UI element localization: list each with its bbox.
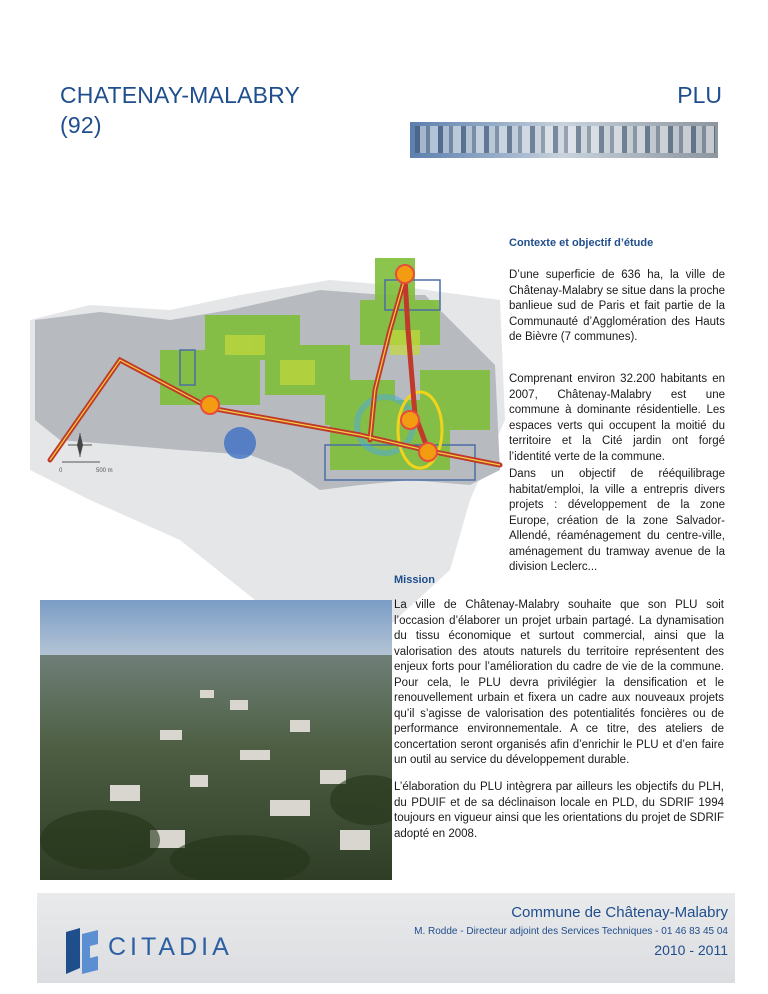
header-photo-texture	[415, 126, 715, 153]
context-paragraph-2: Comprenant environ 32.200 habitants en 2007, Châtenay-Malabry est une commune à dominante résidentielle. Les espaces verts qui occupent la moitié du territoire et la Cité jardin ont forgé l’identité verte de la commune.	[509, 373, 725, 463]
context-paragraph-1: D’une superficie de 636 ha, la ville de Châtenay-Malabry se situe dans la proche banlieue sud de Paris et fait partie de la Communauté d’Agglomération des Hauts de Bièvre (7 communes).	[509, 269, 725, 343]
citadia-logo-text: CITADIA	[108, 933, 233, 961]
mission-heading: Mission	[394, 574, 435, 586]
title-line-2: (92)	[60, 112, 102, 138]
context-heading: Contexte et objectif d’étude	[509, 237, 654, 249]
citadia-logo-icon	[60, 928, 104, 974]
footer-years: 2010 - 2011	[654, 942, 728, 958]
page-title	[60, 80, 300, 140]
site-map	[30, 240, 510, 630]
blue-hub-circle	[224, 427, 256, 459]
footer-commune-name: Commune de Châtenay-Malabry	[511, 904, 728, 921]
mission-paragraph-2: L’élaboration du PLU intègrera par ailleurs les objectifs du PLH, du PDUIF et de sa déclinaison locale en PLD, du SDRIF 1994 toujours en vigueur ainsi que les orientations du projet de SDRIF adopté en 2008.	[394, 781, 724, 840]
footer-contact: M. Rodde - Directeur adjoint des Services Techniques - 01 46 83 45 04	[414, 926, 728, 937]
aerial-photo	[40, 600, 392, 880]
document-type-label: PLU	[677, 82, 722, 108]
scale-distance-label: 500 m	[96, 468, 113, 474]
title-line-1: CHATENAY-MALABRY	[60, 82, 301, 108]
scale-zero-label: 0	[59, 468, 63, 474]
mission-paragraph-1: La ville de Châtenay-Malabry souhaite que son PLU soit l’occasion d’élaborer un projet urbain partagé. La dynamisation du tissu économique et surtout commercial, ainsi que la valorisation des atouts naturels du territoire représentent des enjeux forts pour l’amélioration du cadre de vie de la commune. Pour cela, le PLU devra privilégier la densification et le renouvellement urbain et fixera un cadre aux nouveaux projets qu’il s’agisse de valorisation des potentialités foncières ou de performance environnementale. A ce titre, des ateliers de concertation seront organisés afin d’enrichir le PLU et d’en faire un outil au service du développement durable.	[394, 599, 724, 766]
context-paragraph-3: Dans un objectif de rééquilibrage habitat/emploi, la ville a entrepris divers projets : développement de la zone Europe, création de la zone Salvador-Allendé, réaménagement du centre-ville, aménagement du tramway avenue de la division Leclerc...	[509, 468, 725, 573]
